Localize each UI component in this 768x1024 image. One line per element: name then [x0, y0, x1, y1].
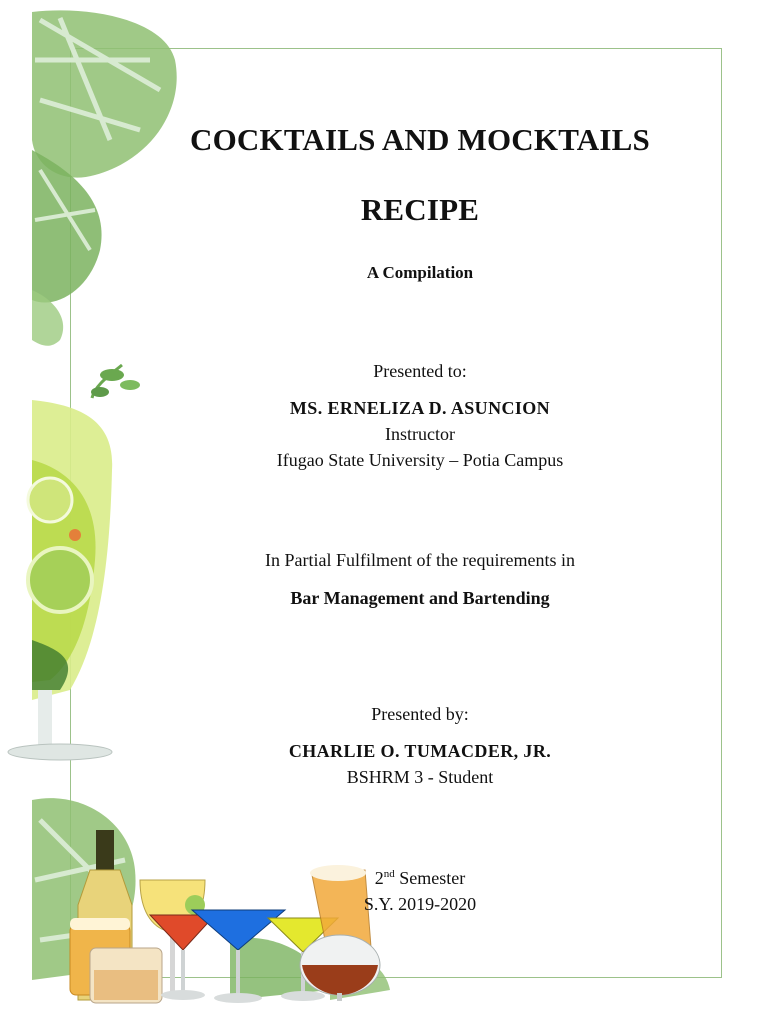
monstera-leaf-top-icon	[32, 10, 177, 345]
lemonade-glass-icon	[8, 365, 140, 760]
document-subtitle: A Compilation	[366, 263, 474, 282]
institution-name: Ifugao State University – Potia Campus	[276, 450, 564, 470]
course-name: Bar Management and Bartending	[290, 588, 550, 608]
presented-to-label: Presented to:	[373, 361, 467, 381]
document-title: COCKTAILS AND MOCKTAILS	[190, 122, 650, 157]
semester-suffix: nd	[383, 868, 395, 880]
whisky-tumbler-icon	[90, 948, 162, 1003]
semester-number: 2	[374, 868, 384, 888]
school-year: S.Y. 2019-2020	[363, 894, 477, 914]
student-role: BSHRM 3 - Student	[346, 767, 494, 787]
fulfilment-statement: In Partial Fulfilment of the requirements in	[265, 550, 575, 570]
document-title-line-2: RECIPE	[360, 192, 480, 227]
semester-word: Semester	[399, 868, 466, 888]
instructor-role: Instructor	[385, 424, 455, 444]
presented-by-label: Presented by:	[371, 704, 469, 724]
instructor-name: MS. ERNELIZA D. ASUNCION	[289, 398, 551, 418]
student-name: CHARLIE O. TUMACDER, JR.	[288, 741, 552, 761]
semester-line	[160, 868, 680, 889]
